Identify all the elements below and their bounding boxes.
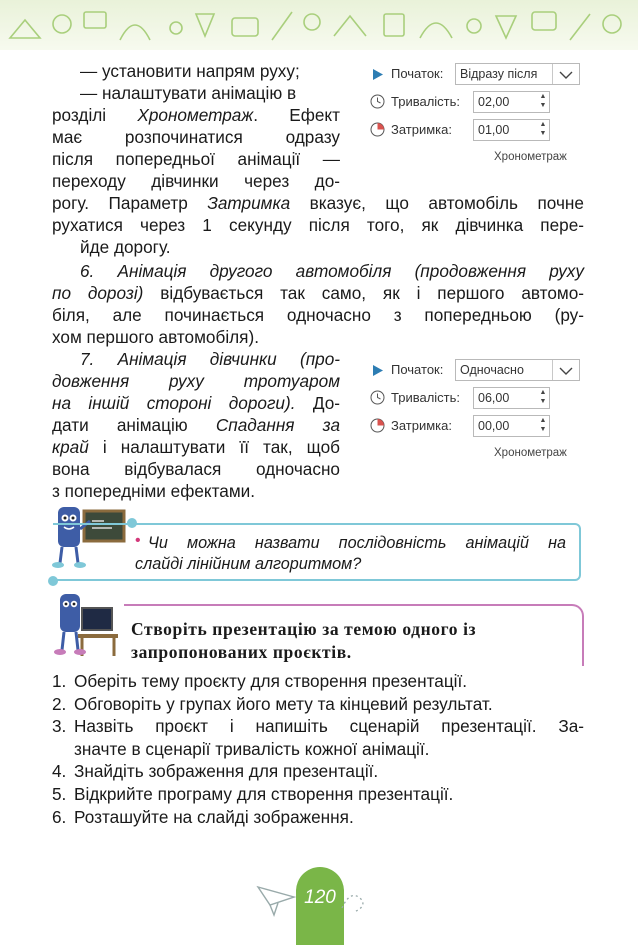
task-title-line-1: Створіть презентацію за темою одного із <box>131 619 477 639</box>
step7-line-4: дати анімацію Спадання за <box>52 415 341 435</box>
spinner-icon[interactable]: ▲ ▼ <box>539 93 547 109</box>
step7-line-6: вона відбувалася одночасно <box>52 459 340 479</box>
chevron-down-icon[interactable] <box>552 360 579 380</box>
step7-line-5: край і налаштувати її так, щоб <box>52 437 340 457</box>
step6-line-4: хом першого автомобіля). <box>52 327 259 347</box>
duration-value: 02,00 <box>478 95 510 109</box>
step6-line-1: 6. Анімація другого автомобіля (продовження руху <box>80 261 584 281</box>
list-item-number: 4. <box>52 761 67 782</box>
list-item-text: Назвіть проєкт і напишіть сценарій презентації. За- <box>74 716 584 737</box>
list-item-text: значте в сценарії тривалість кожної анімації. <box>74 738 430 759</box>
spinner-icon[interactable]: ▲ ▼ <box>539 389 547 405</box>
start-label: Початок: <box>391 362 444 377</box>
timing-panel-1 <box>369 62 581 174</box>
start-select[interactable] <box>455 63 580 85</box>
play-icon <box>373 69 383 80</box>
dot-marker <box>48 576 58 586</box>
list-item-number: 6. <box>52 806 67 827</box>
start-row <box>369 62 581 86</box>
delay-value: 01,00 <box>478 123 510 137</box>
list-item-text: Обговоріть у групах його мету та кінцевий результат. <box>74 693 493 714</box>
list-item-number: 5. <box>52 783 67 804</box>
task-title <box>131 618 567 664</box>
step7-line-1: 7. Анімація дівчинки (про- <box>80 349 340 369</box>
bullet: • <box>135 532 141 549</box>
robot-computer-icon <box>48 590 128 664</box>
start-label: Початок: <box>391 66 444 81</box>
list-item <box>52 693 584 716</box>
list-item-number: 1. <box>52 671 67 691</box>
step6-line-3: біля, але починається одночасно з попередньою (ру- <box>52 305 584 325</box>
school-doodles-icon <box>0 0 638 50</box>
delay-input[interactable] <box>473 415 550 437</box>
list-item-text: Розташуйте на слайді зображення. <box>74 806 354 827</box>
delay-input[interactable] <box>473 119 550 141</box>
duration-input[interactable] <box>473 91 550 113</box>
play-icon <box>373 365 383 376</box>
delay-row <box>369 118 581 142</box>
list-item-number: 2. <box>52 693 67 714</box>
start-select[interactable] <box>455 359 580 381</box>
list-item <box>52 738 584 761</box>
question-line-1: Чи можна назвати послідовність анімацій на <box>148 534 566 552</box>
step7-line-2: довження руху тротуаром <box>52 371 340 391</box>
step6-line-2: по дорозі) відбувається так само, як і першого автомо- <box>52 283 584 303</box>
duration-label: Тривалість: <box>391 94 461 109</box>
dotted-loop-icon <box>340 888 370 918</box>
duration-row <box>369 386 581 410</box>
duration-input[interactable] <box>473 387 550 409</box>
timing-panel-2 <box>369 358 581 470</box>
delay-clock-icon <box>370 122 385 137</box>
task-list <box>52 670 584 828</box>
page-number: 120 <box>304 887 336 908</box>
intro-line-8: рухатися через 1 секунду після того, як дівчинка пере- <box>52 215 584 235</box>
dot-marker <box>127 518 137 528</box>
list-item-text: Оберіть тему проєкту для створення презентації. <box>74 671 468 691</box>
list-item <box>52 760 584 783</box>
paper-plane-icon <box>256 883 296 917</box>
spinner-icon[interactable]: ▲ ▼ <box>539 121 547 137</box>
spinner-icon[interactable]: ▲ ▼ <box>539 417 547 433</box>
clock-icon <box>370 94 385 109</box>
chevron-down-icon[interactable] <box>552 64 579 84</box>
question-line-2: слайді лінійним алгоритмом? <box>135 555 362 573</box>
delay-clock-icon <box>370 418 385 433</box>
start-value: Одночасно <box>460 363 524 377</box>
start-row <box>369 358 581 382</box>
start-value: Відразу після <box>460 67 538 81</box>
duration-value: 06,00 <box>478 391 510 405</box>
panel-caption: Хронометраж <box>494 447 567 459</box>
duration-label: Тривалість: <box>391 390 461 405</box>
step7-line-3: на іншій стороні дороги). До- <box>52 393 340 413</box>
intro-line-3: розділі Хронометраж. Ефект <box>52 105 340 125</box>
delay-row <box>369 414 581 438</box>
panel-caption: Хронометраж <box>494 151 567 163</box>
page-number-tab <box>296 867 344 945</box>
intro-line-2: — налаштувати анімацію в <box>80 83 297 103</box>
task-title-line-2: запропонованих проєктів. <box>131 642 352 662</box>
intro-line-9: йде дорогу. <box>80 237 171 257</box>
clock-icon <box>370 390 385 405</box>
list-item <box>52 715 584 738</box>
intro-line-1: — установити напрям руху; <box>80 61 300 81</box>
delay-value: 00,00 <box>478 419 510 433</box>
header-banner <box>0 0 638 50</box>
intro-line-7: рогу. Параметр Затримка вказує, що автомобіль почне <box>52 193 584 213</box>
list-item-text: Знайдіть зображення для презентації. <box>74 761 379 782</box>
list-item-number: 3. <box>52 716 67 737</box>
list-item <box>52 783 584 806</box>
delay-label: Затримка: <box>391 122 452 137</box>
list-item <box>52 670 584 693</box>
intro-line-5: після попередньої анімації — <box>52 149 340 169</box>
intro-line-6: переходу дівчинки через до- <box>52 171 340 191</box>
list-item-text: Відкрийте програму для створення презентації. <box>74 783 454 804</box>
duration-row <box>369 90 581 114</box>
intro-line-4: має розпочинатися одразу <box>52 127 340 147</box>
delay-label: Затримка: <box>391 418 452 433</box>
step7-line-7: з попередніми ефектами. <box>52 481 256 501</box>
list-item <box>52 806 584 829</box>
